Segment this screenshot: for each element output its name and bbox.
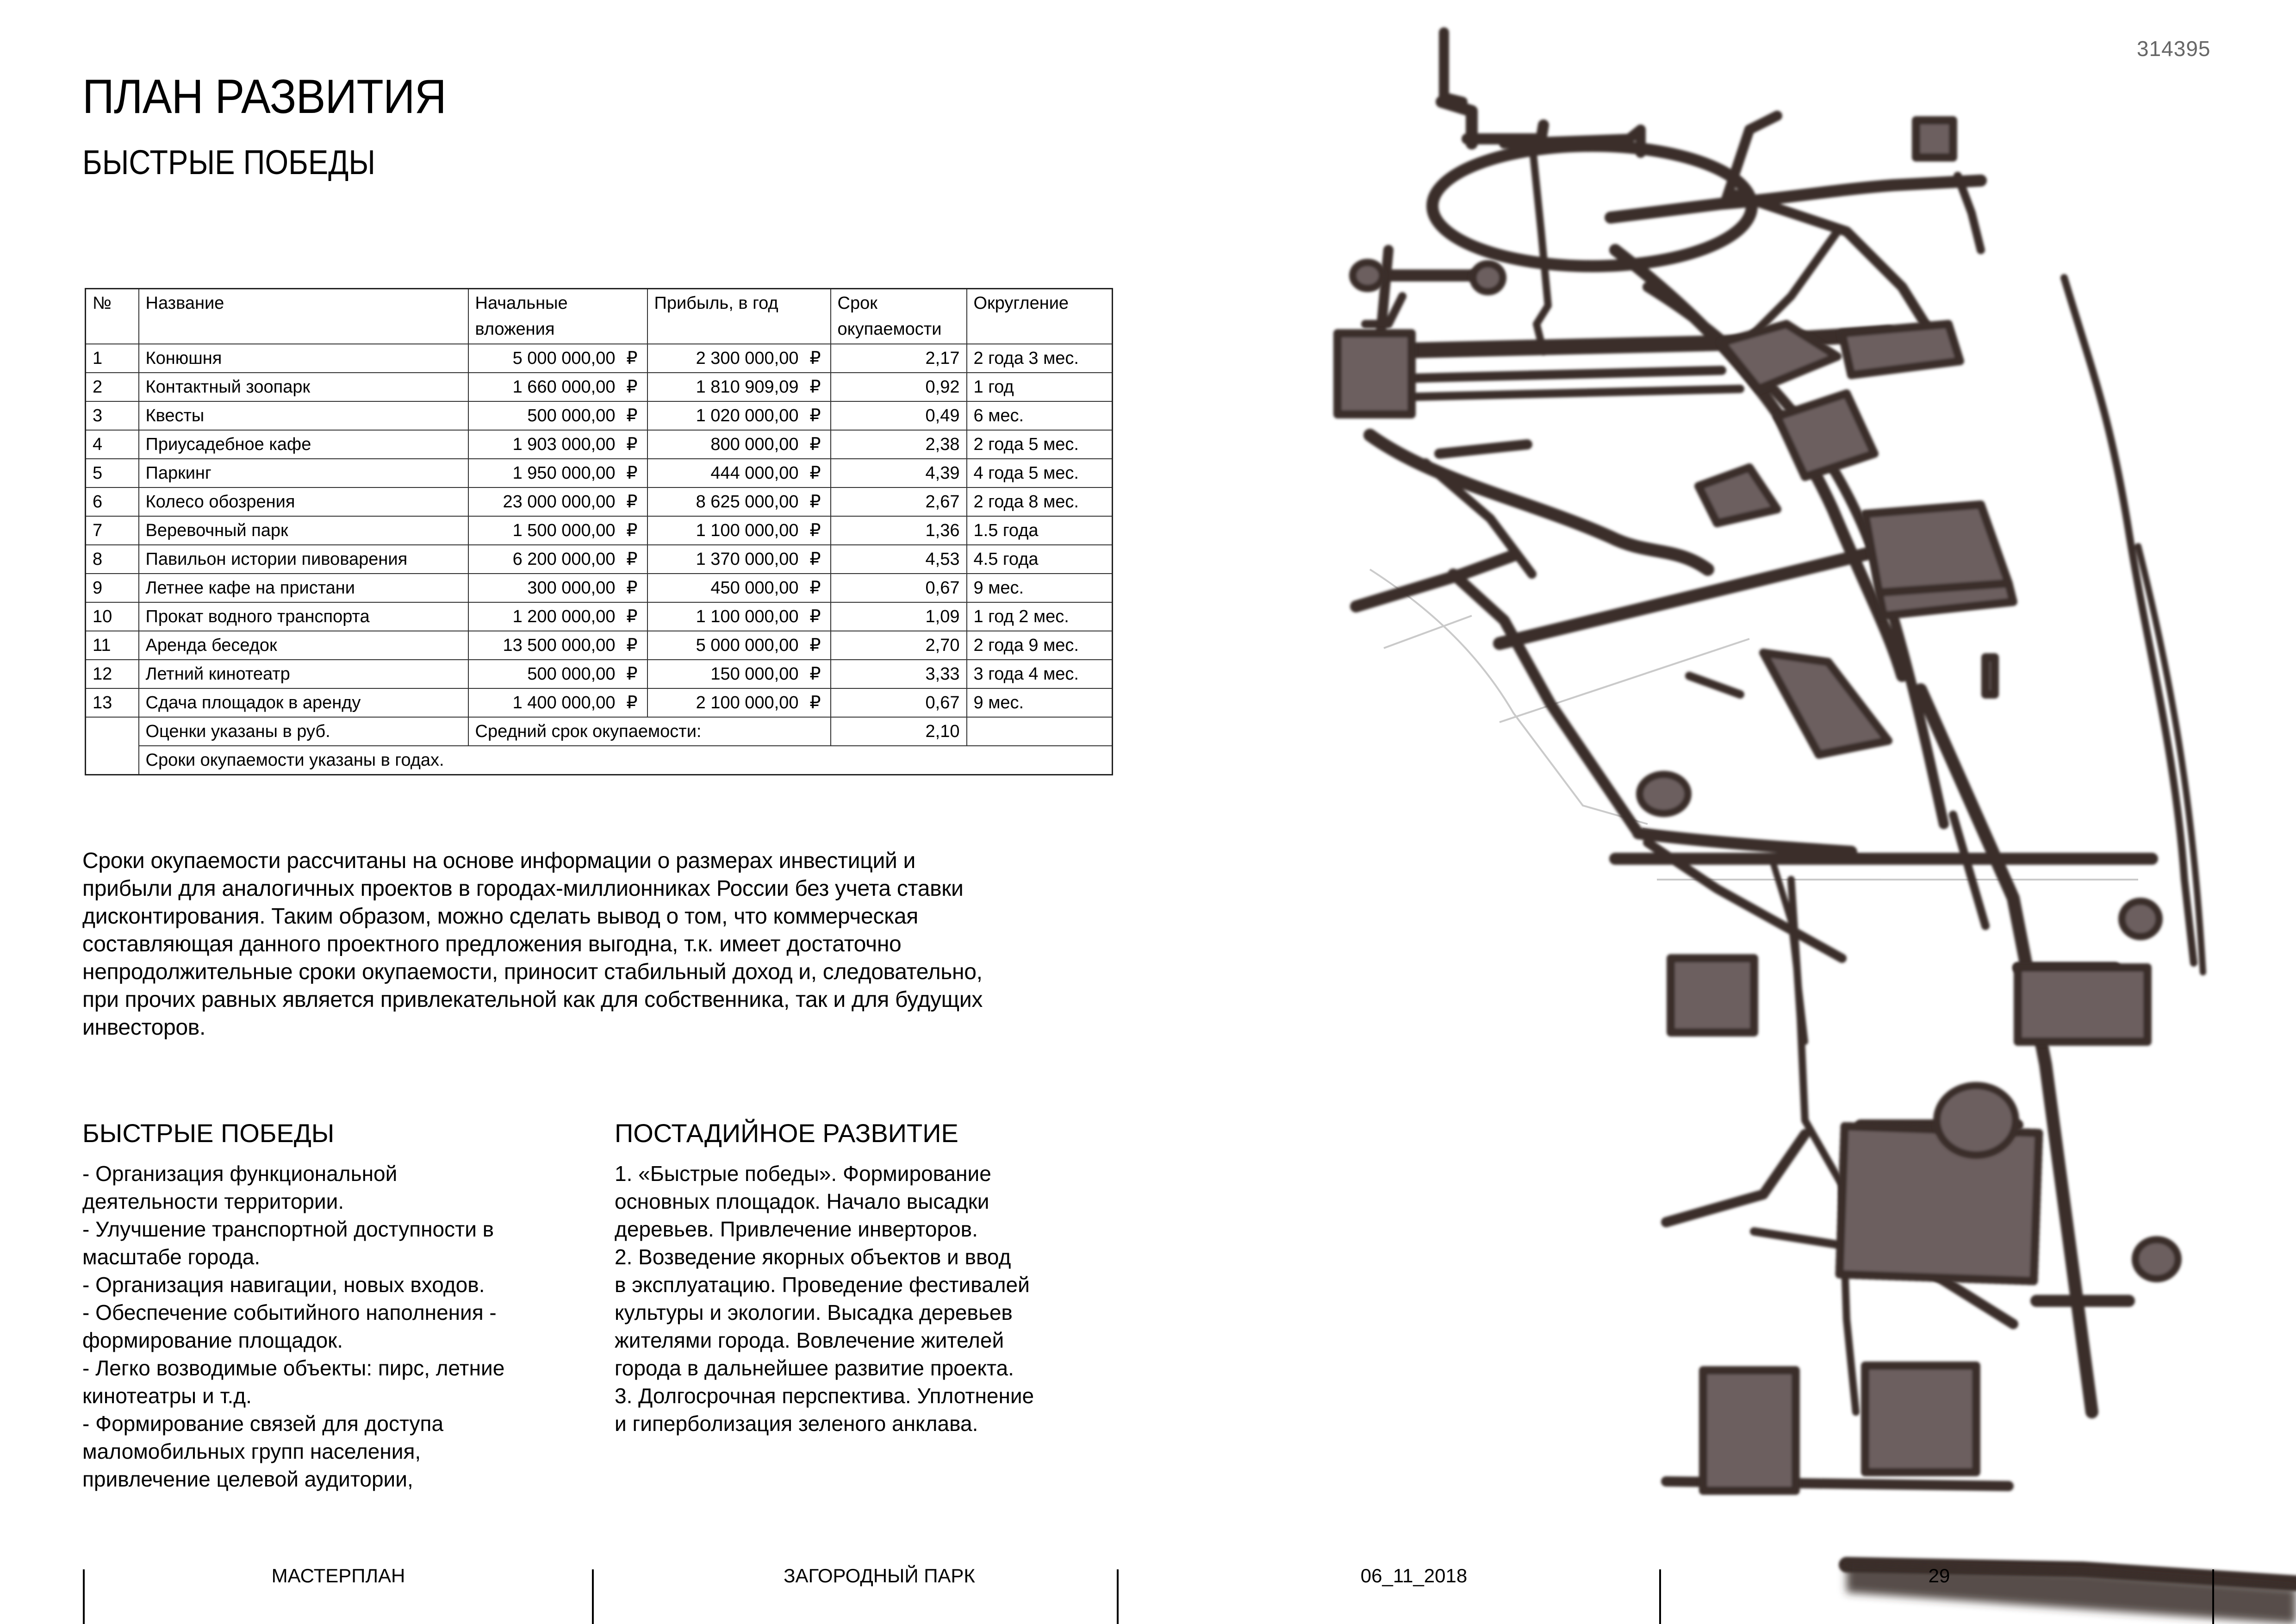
cell-profit	[647, 574, 831, 602]
table-footer-empty	[967, 717, 1113, 746]
ruble-sign: ₽	[626, 349, 638, 368]
cell-payback-value: 1,09	[925, 607, 960, 626]
cell-profit	[647, 660, 831, 688]
model-plot-large	[1865, 505, 2009, 593]
cell-profit-value: 800 000,00	[710, 435, 799, 454]
cell-payback	[831, 373, 967, 401]
cell-name	[139, 574, 468, 602]
cell-payback-value: 2,17	[925, 349, 960, 368]
ruble-sign: ₽	[626, 693, 638, 712]
cell-number-value: 8	[93, 550, 103, 569]
cell-rounded	[967, 574, 1113, 602]
model-plot-west	[1338, 333, 1412, 414]
cell-number	[86, 487, 139, 516]
table-header-row	[86, 289, 1113, 344]
table-row	[86, 602, 1113, 631]
cell-payback-value: 0,49	[925, 406, 960, 425]
col-header-number: №	[86, 289, 139, 344]
currency-note: Оценки указаны в руб.	[139, 717, 468, 746]
cell-payback	[831, 401, 967, 430]
cell-number-value: 4	[93, 435, 103, 454]
cell-name	[139, 545, 468, 574]
cell-payback	[831, 688, 967, 717]
cell-profit-value: 2 300 000,00	[696, 349, 799, 368]
cell-payback	[831, 574, 967, 602]
cell-name	[139, 373, 468, 401]
cell-profit	[647, 430, 831, 459]
cell-investment	[468, 487, 647, 516]
table-row	[86, 344, 1113, 373]
cell-investment-value: 5 000 000,00	[512, 349, 616, 368]
cell-rounded-value: 4 года 5 мес.	[973, 463, 1079, 483]
cell-name-value: Летнее кафе на пристани	[145, 578, 355, 598]
cell-number	[86, 688, 139, 717]
ruble-sign: ₽	[626, 377, 638, 397]
cell-name-value: Контактный зоопарк	[145, 377, 311, 397]
cell-investment	[468, 631, 647, 660]
cell-rounded	[967, 545, 1113, 574]
cell-name-value: Аренда беседок	[145, 636, 277, 655]
cell-profit-value: 1 810 909,09	[696, 377, 799, 397]
phased-development-heading: ПОСТАДИЙНОЕ РАЗВИТИЕ	[615, 1118, 958, 1148]
quick-wins-heading: БЫСТРЫЕ ПОБЕДЫ	[82, 1118, 335, 1148]
ruble-sign: ₽	[809, 492, 821, 512]
col-header-investment: Начальные вложения	[468, 289, 647, 344]
masterplan-model-photo	[1250, 0, 2296, 1624]
cell-payback	[831, 459, 967, 487]
cell-profit	[647, 631, 831, 660]
model-plot-bottom-left	[1703, 1370, 1796, 1491]
cell-investment-value: 1 660 000,00	[512, 377, 616, 397]
cell-number	[86, 660, 139, 688]
average-payback-label: Средний срок окупаемости:	[468, 717, 831, 746]
quick-wins-item: - Организация функциональной	[82, 1162, 398, 1186]
model-plot-tiny	[1985, 657, 1995, 694]
cell-profit-value: 1 100 000,00	[696, 521, 799, 540]
model-plots	[1338, 120, 2147, 1491]
summary-line: дисконтирования. Таким образом, можно сделать вывод о том, что коммерческая	[82, 904, 918, 929]
summary-line: прибыли для аналогичных проектов в городах-миллионниках России без учета ставки	[82, 876, 964, 901]
model-plaza-tiny-west	[1353, 262, 1382, 288]
cell-profit-value: 450 000,00	[710, 578, 799, 598]
ruble-sign: ₽	[809, 578, 821, 598]
table-row	[86, 401, 1113, 430]
cell-name	[139, 344, 468, 373]
cell-profit-value: 2 100 000,00	[696, 693, 799, 712]
ruble-sign: ₽	[626, 463, 638, 483]
ruble-sign: ₽	[809, 664, 821, 684]
footer-section: МАСТЕРПЛАН	[271, 1565, 405, 1587]
cell-profit-value: 1 370 000,00	[696, 550, 799, 569]
model-plaza-round	[1937, 1086, 2016, 1155]
ruble-sign: ₽	[626, 435, 638, 454]
table-row	[86, 516, 1113, 545]
cell-number	[86, 631, 139, 660]
document-code: 314395	[2137, 37, 2211, 61]
cell-number	[86, 516, 139, 545]
ruble-sign: ₽	[626, 607, 638, 626]
summary-line: инвесторов.	[82, 1015, 206, 1040]
table-row	[86, 660, 1113, 688]
table-row	[86, 430, 1113, 459]
summary-line: составляющая данного проектного предложения выгодна, т.к. имеет достаточно	[82, 932, 902, 956]
cell-rounded	[967, 631, 1113, 660]
model-plaza-east-2	[2135, 1240, 2178, 1279]
ruble-sign: ₽	[809, 550, 821, 569]
model-plot-south-east	[2018, 968, 2147, 1042]
model-plaza-tiny-east	[1473, 264, 1503, 292]
cell-payback-value: 0,67	[925, 693, 960, 712]
cell-payback	[831, 344, 967, 373]
cell-investment-value: 23 000 000,00	[503, 492, 616, 512]
cell-profit	[647, 602, 831, 631]
payback-table	[85, 288, 1113, 775]
cell-payback-value: 0,67	[925, 578, 960, 598]
cell-profit	[647, 373, 831, 401]
cell-investment	[468, 602, 647, 631]
cell-payback	[831, 631, 967, 660]
col-header-rounded: Округление	[967, 289, 1113, 344]
ruble-sign: ₽	[626, 492, 638, 512]
ruble-sign: ₽	[809, 377, 821, 397]
model-plot-mid-2	[1699, 468, 1777, 523]
quick-wins-item: - Организация навигации, новых входов.	[82, 1273, 485, 1297]
page-title: ПЛАН РАЗВИТИЯ	[82, 70, 446, 124]
cell-investment-value: 1 400 000,00	[512, 693, 616, 712]
phased-item: 1. «Быстрые победы». Формирование	[615, 1162, 991, 1186]
table-row	[86, 574, 1113, 602]
cell-payback	[831, 516, 967, 545]
cell-name	[139, 688, 468, 717]
quick-wins-item: - Обеспечение событийного наполнения -	[82, 1300, 497, 1324]
cell-profit	[647, 545, 831, 574]
quick-wins-item: формирование площадок.	[82, 1328, 343, 1352]
phased-item: основных площадок. Начало высадки	[615, 1189, 989, 1213]
cell-profit	[647, 401, 831, 430]
model-plot-ne-1	[1842, 324, 1960, 375]
cell-name-value: Прокат водного транспорта	[145, 607, 370, 626]
table-row	[86, 487, 1113, 516]
cell-number-value: 11	[93, 636, 111, 655]
quick-wins-item: кинотеатры и т.д.	[82, 1384, 252, 1408]
cell-profit-value: 150 000,00	[710, 664, 799, 684]
cell-rounded-value: 2 года 9 мес.	[973, 636, 1079, 655]
model-plot-south	[1840, 1126, 2039, 1281]
table-row	[86, 631, 1113, 660]
cell-name-value: Приусадебное кафе	[145, 435, 311, 454]
cell-investment-value: 13 500 000,00	[503, 636, 616, 655]
cell-rounded	[967, 430, 1113, 459]
cell-profit-value: 8 625 000,00	[696, 492, 799, 512]
cell-payback-value: 2,38	[925, 435, 960, 454]
cell-name-value: Конюшня	[145, 349, 222, 368]
cell-profit-value: 444 000,00	[710, 463, 799, 483]
cell-investment	[468, 574, 647, 602]
cell-name-value: Квесты	[145, 406, 205, 425]
cell-name	[139, 660, 468, 688]
cell-investment-value: 1 903 000,00	[512, 435, 616, 454]
cell-number-value: 2	[93, 377, 103, 397]
cell-payback-value: 2,67	[925, 492, 960, 512]
quick-wins-item: - Улучшение транспортной доступности в	[82, 1217, 494, 1241]
cell-rounded-value: 4.5 года	[973, 550, 1039, 569]
table-footer-blank	[86, 717, 139, 775]
cell-payback-value: 1,36	[925, 521, 960, 540]
cell-investment	[468, 516, 647, 545]
cell-rounded-value: 3 года 4 мес.	[973, 664, 1079, 684]
cell-payback	[831, 660, 967, 688]
quick-wins-list	[82, 1160, 615, 1493]
cell-investment	[468, 373, 647, 401]
cell-number	[86, 430, 139, 459]
cell-rounded	[967, 459, 1113, 487]
cell-investment-value: 1 200 000,00	[512, 607, 616, 626]
footer-project: ЗАГОРОДНЫЙ ПАРК	[784, 1565, 975, 1587]
cell-investment-value: 500 000,00	[527, 664, 616, 684]
cell-number-value: 7	[93, 521, 103, 540]
cell-name	[139, 516, 468, 545]
cell-investment-value: 500 000,00	[527, 406, 616, 425]
phased-item: 2. Возведение якорных объектов и ввод	[615, 1245, 1011, 1269]
table-row	[86, 459, 1113, 487]
model-plot-hatched	[1671, 958, 1754, 1032]
cell-payback-value: 4,39	[925, 463, 960, 483]
cell-number	[86, 574, 139, 602]
cell-profit	[647, 516, 831, 545]
cell-name	[139, 401, 468, 430]
cell-payback-value: 0,92	[925, 377, 960, 397]
cell-number	[86, 401, 139, 430]
cell-rounded-value: 2 года 8 мес.	[973, 492, 1079, 512]
phased-item: города в дальнейшее развитие проекта.	[615, 1356, 1014, 1380]
cell-rounded	[967, 516, 1113, 545]
cell-investment	[468, 430, 647, 459]
summary-paragraph	[82, 847, 1110, 1042]
cell-name-value: Веревочный парк	[145, 521, 288, 540]
cell-investment	[468, 459, 647, 487]
model-plot-bottom-right	[1865, 1366, 1976, 1472]
cell-number-value: 13	[93, 693, 112, 712]
cell-rounded	[967, 602, 1113, 631]
cell-number-value: 1	[93, 349, 103, 368]
cell-name	[139, 487, 468, 516]
cell-number-value: 12	[93, 664, 112, 684]
cell-payback-value: 2,70	[925, 636, 960, 655]
cell-rounded-value: 9 мес.	[973, 578, 1024, 598]
cell-rounded	[967, 487, 1113, 516]
cell-name-value: Сдача площадок в аренду	[145, 693, 361, 712]
cell-rounded-value: 1 год 2 мес.	[973, 607, 1069, 626]
ruble-sign: ₽	[809, 607, 821, 626]
years-note: Сроки окупаемости указаны в годах.	[139, 746, 1113, 775]
cell-name-value: Паркинг	[145, 463, 212, 483]
ruble-sign: ₽	[809, 521, 821, 540]
cell-name-value: Павильон истории пивоварения	[145, 550, 408, 569]
footer-divider	[2212, 1569, 2214, 1624]
table-summary-row	[86, 717, 1113, 746]
cell-rounded	[967, 344, 1113, 373]
quick-wins-item: - Легко возводимые объекты: пирс, летние	[82, 1356, 505, 1380]
ruble-sign: ₽	[809, 463, 821, 483]
ruble-sign: ₽	[809, 693, 821, 712]
cell-profit-value: 5 000 000,00	[696, 636, 799, 655]
table-row	[86, 688, 1113, 717]
quick-wins-item: маломобильных групп населения,	[82, 1439, 421, 1463]
cell-name-value: Летний кинотеатр	[145, 664, 290, 684]
cell-rounded-value: 2 года 5 мес.	[973, 435, 1079, 454]
cell-rounded	[967, 373, 1113, 401]
cell-number-value: 6	[93, 492, 103, 512]
model-shadows	[1370, 569, 2138, 880]
cell-name	[139, 459, 468, 487]
ruble-sign: ₽	[626, 550, 638, 569]
cell-investment	[468, 688, 647, 717]
phased-item: культуры и экологии. Высадка деревьев	[615, 1300, 1013, 1324]
cell-investment	[468, 545, 647, 574]
ruble-sign: ₽	[809, 349, 821, 368]
cell-payback	[831, 487, 967, 516]
cell-investment-value: 300 000,00	[527, 578, 616, 598]
col-header-name: Название	[139, 289, 468, 344]
phased-development-list	[615, 1160, 1147, 1437]
ruble-sign: ₽	[809, 406, 821, 425]
phased-item: деревьев. Привлечение инверторов.	[615, 1217, 978, 1241]
cell-profit-value: 1 020 000,00	[696, 406, 799, 425]
phased-item: жителями города. Вовлечение жителей	[615, 1328, 1004, 1352]
ruble-sign: ₽	[809, 435, 821, 454]
footer-date: 06_11_2018	[1360, 1565, 1468, 1587]
cell-payback-value: 3,33	[925, 664, 960, 684]
phased-item: и гиперболизация зеленого анклава.	[615, 1412, 978, 1436]
summary-line: непродолжительные сроки окупаемости, приносит стабильный доход и, следовательно,	[82, 960, 983, 984]
cell-payback	[831, 430, 967, 459]
model-plaza-east-1	[2122, 901, 2159, 937]
cell-number-value: 5	[93, 463, 103, 483]
cell-number	[86, 545, 139, 574]
cell-profit	[647, 344, 831, 373]
cell-number	[86, 459, 139, 487]
cell-investment	[468, 660, 647, 688]
cell-name	[139, 602, 468, 631]
quick-wins-item: привлечение целевой аудитории,	[82, 1467, 413, 1491]
average-payback-value: 2,10	[831, 717, 967, 746]
cell-name-value: Колесо обозрения	[145, 492, 295, 512]
cell-investment	[468, 401, 647, 430]
ruble-sign: ₽	[626, 636, 638, 655]
quick-wins-item: деятельности территории.	[82, 1189, 344, 1213]
ruble-sign: ₽	[626, 406, 638, 425]
cell-number-value: 10	[93, 607, 112, 626]
cell-rounded	[967, 688, 1113, 717]
cell-rounded	[967, 660, 1113, 688]
cell-investment-value: 1 500 000,00	[512, 521, 616, 540]
page-subtitle: БЫСТРЫЕ ПОБЕДЫ	[82, 143, 376, 181]
cell-rounded-value: 6 мес.	[973, 406, 1024, 425]
summary-line: при прочих равных является привлекательной как для собственника, так и для будущих	[82, 987, 983, 1012]
cell-investment-value: 6 200 000,00	[512, 550, 616, 569]
cell-payback	[831, 545, 967, 574]
cell-number-value: 9	[93, 578, 103, 598]
ruble-sign: ₽	[626, 521, 638, 540]
cell-payback	[831, 602, 967, 631]
table-row	[86, 373, 1113, 401]
cell-number-value: 3	[93, 406, 103, 425]
table-row	[86, 545, 1113, 574]
cell-number	[86, 373, 139, 401]
cell-rounded-value: 1.5 года	[973, 521, 1039, 540]
phased-item: в эксплуатацию. Проведение фестивалей	[615, 1273, 1030, 1297]
summary-line: Сроки окупаемости рассчитаны на основе информации о размерах инвестиций и	[82, 849, 916, 873]
cell-number	[86, 344, 139, 373]
col-header-payback: Срок окупаемости	[831, 289, 967, 344]
col-header-profit: Прибыль, в год	[647, 289, 831, 344]
cell-profit	[647, 487, 831, 516]
model-plot-angled	[1763, 653, 1888, 755]
model-plot-top-small	[1916, 120, 1953, 157]
footer-page-number: 29	[1928, 1565, 1950, 1587]
cell-rounded	[967, 401, 1113, 430]
quick-wins-item: - Формирование связей для доступа	[82, 1412, 444, 1436]
cell-investment	[468, 344, 647, 373]
ruble-sign: ₽	[626, 664, 638, 684]
table-note-row	[86, 746, 1113, 775]
model-plaza-small	[1640, 775, 1688, 813]
cell-profit-value: 1 100 000,00	[696, 607, 799, 626]
ruble-sign: ₽	[809, 636, 821, 655]
quick-wins-item: масштабе города.	[82, 1245, 261, 1269]
cell-payback-value: 4,53	[925, 550, 960, 569]
cell-name	[139, 631, 468, 660]
cell-number	[86, 602, 139, 631]
cell-profit	[647, 688, 831, 717]
cell-profit	[647, 459, 831, 487]
cell-investment-value: 1 950 000,00	[512, 463, 616, 483]
model-plot-large-edge	[1879, 583, 2013, 616]
cell-rounded-value: 2 года 3 мес.	[973, 349, 1079, 368]
phased-item: 3. Долгосрочная перспектива. Уплотнение	[615, 1384, 1034, 1408]
cell-rounded-value: 1 год	[973, 377, 1014, 397]
cell-name	[139, 430, 468, 459]
cell-rounded-value: 9 мес.	[973, 693, 1024, 712]
ruble-sign: ₽	[626, 578, 638, 598]
